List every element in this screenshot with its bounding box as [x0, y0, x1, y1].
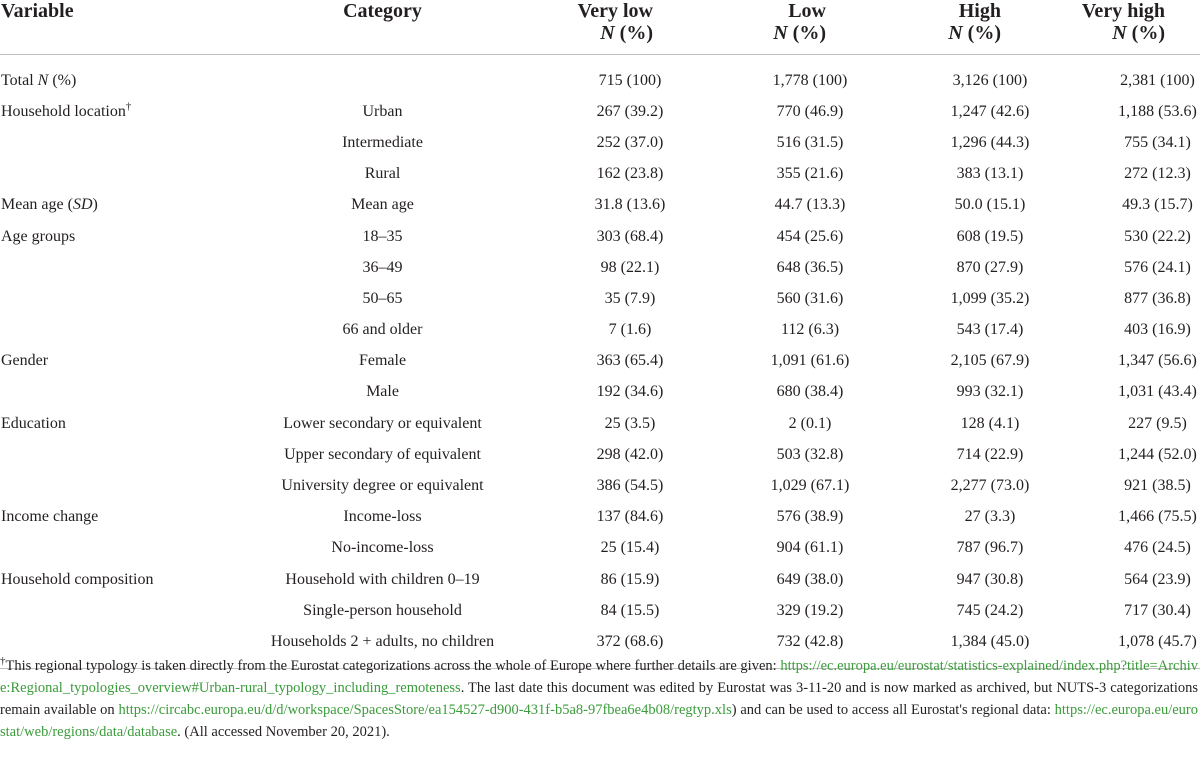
variable-italic: N [37, 71, 49, 89]
table-row [0, 346, 1200, 377]
cell-category: Households 2 + adults, no children [190, 626, 505, 668]
table-row [0, 315, 1200, 346]
cell-low: 355 (21.6) [776, 165, 844, 183]
cell-high: 2,277 (73.0) [950, 477, 1030, 495]
cell-category: Household with children 0–19 [285, 570, 480, 588]
cell-very-high: 564 (23.9) [1124, 570, 1191, 588]
cell-very-low: 372 (68.6) [505, 626, 685, 668]
cell-high: 947 (30.8) [956, 570, 1024, 588]
cell-category: Lower secondary or equivalent [283, 414, 482, 432]
cell-high: 27 (3.3) [964, 508, 1016, 526]
cell-low: 560 (31.6) [776, 289, 844, 307]
cell-variable [0, 221, 190, 252]
cell-high: 543 (17.4) [956, 321, 1024, 339]
cell-category: 66 and older [342, 321, 423, 339]
cell-category: 18–35 [362, 227, 403, 245]
header-low-label: Low [788, 0, 826, 22]
header-very-high-label: Very high [1081, 0, 1165, 22]
cell-very-high: 1,244 (52.0) [1118, 445, 1197, 463]
n-symbol: N [948, 22, 963, 44]
cell-category: Upper secondary of equivalent [284, 445, 481, 463]
cell-variable [0, 564, 190, 595]
cell-high: 1,384 (45.0) [865, 626, 1045, 668]
cell-high: 383 (13.1) [956, 165, 1024, 183]
table-row [0, 470, 1200, 501]
pct-symbol: (%) [787, 22, 826, 44]
cell-variable [0, 377, 190, 408]
cell-very-low: 35 (7.9) [604, 289, 656, 307]
variable-label: Income change [1, 508, 99, 526]
cell-very-low: 84 (15.5) [600, 601, 660, 619]
table-row [0, 408, 1200, 439]
footnote-text-4: . (All accessed November 20, 2021). [177, 724, 390, 740]
n-symbol: N [1112, 22, 1127, 44]
footnote-text-1: This regional typology is taken directly from the Eurostat categorizations across the whole of Europe where further details are given: [5, 658, 781, 674]
cell-very-low: 298 (42.0) [596, 445, 664, 463]
circabc-link[interactable]: https://circabc.europa.eu/d/d/workspace/SpacesStore/ea154527-d900-431f-b5a8-97fbea6e4b08/regtyp.xls [118, 702, 732, 718]
cell-variable [0, 55, 190, 97]
cell-very-high: 877 (36.8) [1124, 289, 1191, 307]
variable-label: Gender [1, 352, 49, 370]
cell-variable [0, 408, 190, 439]
cell-category: Rural [364, 165, 401, 183]
cell-very-high: 1,031 (43.4) [1118, 383, 1197, 401]
cell-variable [0, 439, 190, 470]
cell-very-high: 403 (16.9) [1124, 321, 1191, 339]
cell-category: Mean age [351, 196, 414, 214]
table-row [0, 533, 1200, 564]
cell-very-low: 25 (15.4) [600, 539, 660, 557]
cell-variable [0, 159, 190, 190]
cell-variable [0, 283, 190, 314]
cell-very-low: 31.8 (13.6) [594, 196, 666, 214]
table-header [0, 0, 1200, 55]
cell-low: 732 (42.8) [685, 626, 865, 668]
cell-high: 1,296 (44.3) [950, 133, 1030, 151]
table-row [0, 252, 1200, 283]
cell-very-low: 192 (34.6) [596, 383, 664, 401]
cell-high: 2,105 (67.9) [950, 352, 1030, 370]
cell-high: 993 (32.1) [956, 383, 1024, 401]
cell-high: 1,099 (35.2) [950, 289, 1030, 307]
cell-very-low: 25 (3.5) [604, 414, 656, 432]
cell-very-low: 267 (39.2) [596, 102, 664, 120]
table-row [0, 377, 1200, 408]
header-variable: Variable [0, 0, 190, 55]
cell-category: Intermediate [342, 133, 423, 151]
header-very-high [1045, 0, 1200, 55]
cell-very-low: 162 (23.8) [596, 165, 664, 183]
cell-high: 714 (22.9) [956, 445, 1024, 463]
cell-variable [0, 470, 190, 501]
cell-low: 329 (19.2) [776, 601, 844, 619]
variable-italic: SD [72, 196, 93, 214]
cell-very-low: 386 (54.5) [596, 477, 664, 495]
table-row [0, 502, 1200, 533]
cell-low: 44.7 (13.3) [774, 196, 846, 214]
cell-variable [0, 502, 190, 533]
cell-category [190, 55, 505, 97]
table-row [0, 439, 1200, 470]
variable-label: Mean age ( [1, 196, 73, 214]
cell-low: 649 (38.0) [776, 570, 844, 588]
table-footnote [0, 655, 1198, 743]
cell-very-low: 303 (68.4) [596, 227, 664, 245]
cell-variable [0, 252, 190, 283]
cell-very-high: 1,078 (45.7) [1045, 626, 1200, 668]
cell-very-high: 476 (24.5) [1124, 539, 1191, 557]
cell-low: 1,029 (67.1) [770, 477, 850, 495]
cell-variable [0, 96, 190, 127]
cell-low: 516 (31.5) [776, 133, 844, 151]
cell-category: Single-person household [303, 601, 462, 619]
cell-category: Income-loss [343, 508, 422, 526]
cell-very-high: 49.3 (15.7) [1122, 196, 1193, 214]
header-low-unit [685, 22, 826, 44]
pct-symbol: (%) [614, 22, 653, 44]
cell-variable [0, 346, 190, 377]
table-row [0, 564, 1200, 595]
cell-low: 454 (25.6) [776, 227, 844, 245]
pct-symbol: (%) [962, 22, 1001, 44]
cell-variable [0, 533, 190, 564]
cell-high: 128 (4.1) [960, 414, 1020, 432]
cell-very-high: 2,381 (100) [1120, 71, 1195, 89]
cell-low: 2 (0.1) [788, 414, 832, 432]
dagger-mark: † [0, 655, 6, 668]
cell-category: University degree or equivalent [281, 477, 484, 495]
variable-suffix: (%) [48, 71, 77, 89]
header-very-low [505, 0, 685, 55]
header-high-unit [865, 22, 1001, 44]
eurostat-regions-link[interactable]: https://ec.europa.eu/eurostat/web/regions/data/database [0, 702, 1198, 740]
cell-very-high: 272 (12.3) [1124, 165, 1191, 183]
cell-very-high: 576 (24.1) [1124, 258, 1191, 276]
cell-category: No-income-loss [331, 539, 434, 557]
table-row [0, 96, 1200, 127]
cell-very-low: 98 (22.1) [600, 258, 660, 276]
cell-low: 1,091 (61.6) [770, 352, 850, 370]
cell-category: Male [366, 383, 399, 401]
footnote-text-3: ) and can be used to access all Eurostat's regional data: [731, 702, 1055, 718]
cell-low: 576 (38.9) [776, 508, 844, 526]
cell-variable [0, 315, 190, 346]
header-high [865, 0, 1045, 55]
cell-variable [0, 190, 190, 221]
cell-very-high: 1,347 (56.6) [1118, 352, 1197, 370]
cell-very-high: 1,466 (75.5) [1118, 508, 1197, 526]
cell-category: Urban [362, 102, 403, 120]
cell-very-high: 530 (22.2) [1124, 227, 1191, 245]
cell-very-low: 715 (100) [598, 71, 662, 89]
footnote-text-2: . The last date this document was edited by Eurostat was 3-11-20 and is now marked as archived, but NUTS-3 categorizations remain available on [0, 680, 1198, 718]
variable-suffix: ) [92, 196, 98, 214]
cell-low: 503 (32.8) [776, 445, 844, 463]
cell-category: Female [358, 352, 407, 370]
cell-very-low: 363 (65.4) [596, 352, 664, 370]
cell-very-low: 86 (15.9) [600, 570, 660, 588]
table-body [0, 55, 1200, 669]
eurostat-typology-link[interactable]: https://ec.europa.eu/eurostat/statistics-explained/index.php?title=Archive:Regional_typologies_overview#Urban-rural_typology_including_remoteness [0, 658, 1198, 696]
cell-low: 112 (6.3) [780, 321, 840, 339]
n-symbol: N [600, 22, 615, 44]
cell-low: 648 (36.5) [776, 258, 844, 276]
table-row [0, 190, 1200, 221]
table-row [0, 55, 1200, 97]
table-row [0, 159, 1200, 190]
cell-high: 608 (19.5) [956, 227, 1024, 245]
cell-high: 3,126 (100) [952, 71, 1028, 89]
cell-high: 50.0 (15.1) [954, 196, 1026, 214]
dagger-mark: † [125, 100, 132, 113]
variable-label: Household location [1, 102, 126, 120]
n-symbol: N [773, 22, 788, 44]
cell-variable [0, 127, 190, 158]
cell-very-low: 137 (84.6) [596, 508, 664, 526]
variable-label: Education [1, 414, 66, 432]
cell-category: 50–65 [362, 289, 403, 307]
header-very-high-unit [1045, 22, 1165, 44]
cell-very-high: 1,188 (53.6) [1118, 102, 1197, 120]
cell-very-low: 7 (1.6) [608, 321, 652, 339]
cell-low: 770 (46.9) [776, 102, 844, 120]
header-low [685, 0, 865, 55]
cell-high: 1,247 (42.6) [950, 102, 1030, 120]
cell-very-high: 921 (38.5) [1124, 477, 1191, 495]
cell-category: 36–49 [362, 258, 403, 276]
cell-variable [0, 595, 190, 626]
cell-high: 870 (27.9) [956, 258, 1024, 276]
header-very-low-unit [505, 22, 653, 44]
cell-very-high: 227 (9.5) [1128, 414, 1187, 432]
cell-very-high: 717 (30.4) [1124, 601, 1191, 619]
cell-very-low: 252 (37.0) [596, 133, 664, 151]
header-high-label: High [958, 0, 1001, 22]
cell-low: 1,778 (100) [772, 71, 848, 89]
cell-high: 787 (96.7) [956, 539, 1024, 557]
cell-low: 680 (38.4) [776, 383, 844, 401]
cell-low: 904 (61.1) [776, 539, 844, 557]
header-category: Category [190, 0, 505, 55]
variable-label: Total [1, 71, 38, 89]
pct-symbol: (%) [1126, 22, 1165, 44]
cell-high: 745 (24.2) [956, 601, 1024, 619]
table-row [0, 283, 1200, 314]
table-row [0, 595, 1200, 626]
variable-label: Age groups [1, 227, 76, 245]
table-row [0, 221, 1200, 252]
variable-label: Household composition [1, 570, 154, 588]
table-row [0, 127, 1200, 158]
header-very-low-label: Very low [577, 0, 653, 22]
cell-very-high: 755 (34.1) [1124, 133, 1191, 151]
